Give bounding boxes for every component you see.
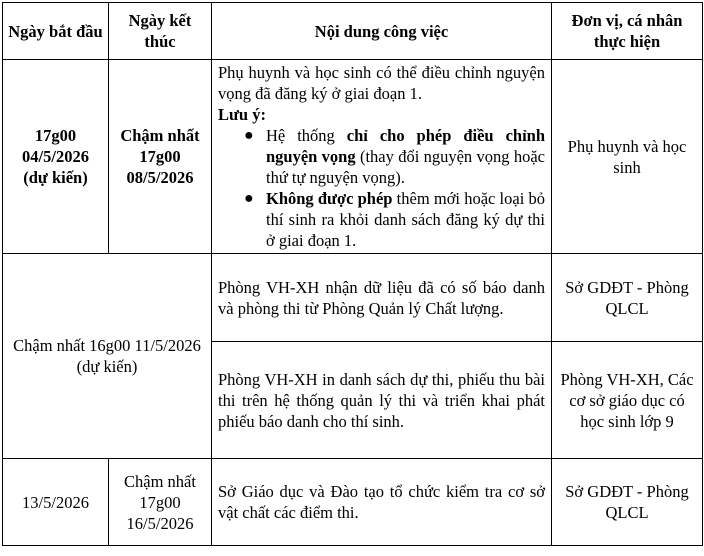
content-cell [212, 60, 552, 254]
schedule-table [2, 2, 703, 546]
responsible-cell: Sở GDĐT - Phòng QLCL [552, 459, 703, 546]
responsible-cell: Phòng VH-XH, Các cơ sở giáo dục có học sinh lớp 9 [552, 342, 703, 459]
note-item [244, 188, 546, 251]
note-text-post: (thay đổi nguyện vọng hoặc thứ tự nguyện vọng). [266, 147, 545, 187]
content-cell: Phòng VH-XH in danh sách dự thi, phiếu thu bài thi trên hệ thống quản lý thi và triển khai phát phiếu báo danh cho thí sinh. [212, 342, 552, 459]
note-list [218, 125, 545, 251]
content-intro: Phụ huynh và học sinh có thể điều chỉnh nguyện vọng đã đăng ký ở giai đoạn 1. [218, 63, 545, 103]
header-row [3, 3, 703, 60]
note-text-bold: chỉ cho phép điều chỉnh nguyện vọng [266, 126, 546, 166]
content-cell: Phòng VH-XH nhận dữ liệu đã có số báo danh và phòng thi từ Phòng Quản lý Chất lượng. [212, 254, 552, 342]
start-date-cell: 17g00 04/5/2026 (dự kiến) [3, 60, 109, 254]
end-date-cell: Chậm nhất 17g00 16/5/2026 [109, 459, 212, 546]
note-text-pre: Hệ thống [266, 126, 347, 145]
header-end-date: Ngày kết thúc [109, 3, 212, 60]
header-start-date: Ngày bắt đầu [3, 3, 109, 60]
responsible-cell: Sở GDĐT - Phòng QLCL [552, 254, 703, 342]
start-date-cell: 13/5/2026 [3, 459, 109, 546]
header-responsible: Đơn vị, cá nhân thực hiện [552, 3, 703, 60]
bullet-icon: ● [244, 190, 254, 207]
content-cell: Sở Giáo dục và Đào tạo tổ chức kiểm tra cơ sở vật chất các điểm thi. [212, 459, 552, 546]
table-row [3, 459, 703, 546]
note-text-bold: Không được phép [266, 189, 393, 208]
merged-date-cell: Chậm nhất 16g00 11/5/2026 (dự kiến) [3, 254, 212, 459]
header-content: Nội dung công việc [212, 3, 552, 60]
note-item [244, 125, 546, 188]
bullet-icon: ● [244, 127, 254, 144]
table-row [3, 60, 703, 254]
note-text-post: thêm mới hoặc loại bỏ thí sinh ra khỏi danh sách đăng ký dự thi ở giai đoạn 1. [266, 189, 546, 250]
table-row [3, 254, 703, 342]
note-label: Lưu ý: [218, 105, 266, 124]
responsible-cell: Phụ huynh và học sinh [552, 60, 703, 254]
end-date-cell: Chậm nhất 17g00 08/5/2026 [109, 60, 212, 254]
